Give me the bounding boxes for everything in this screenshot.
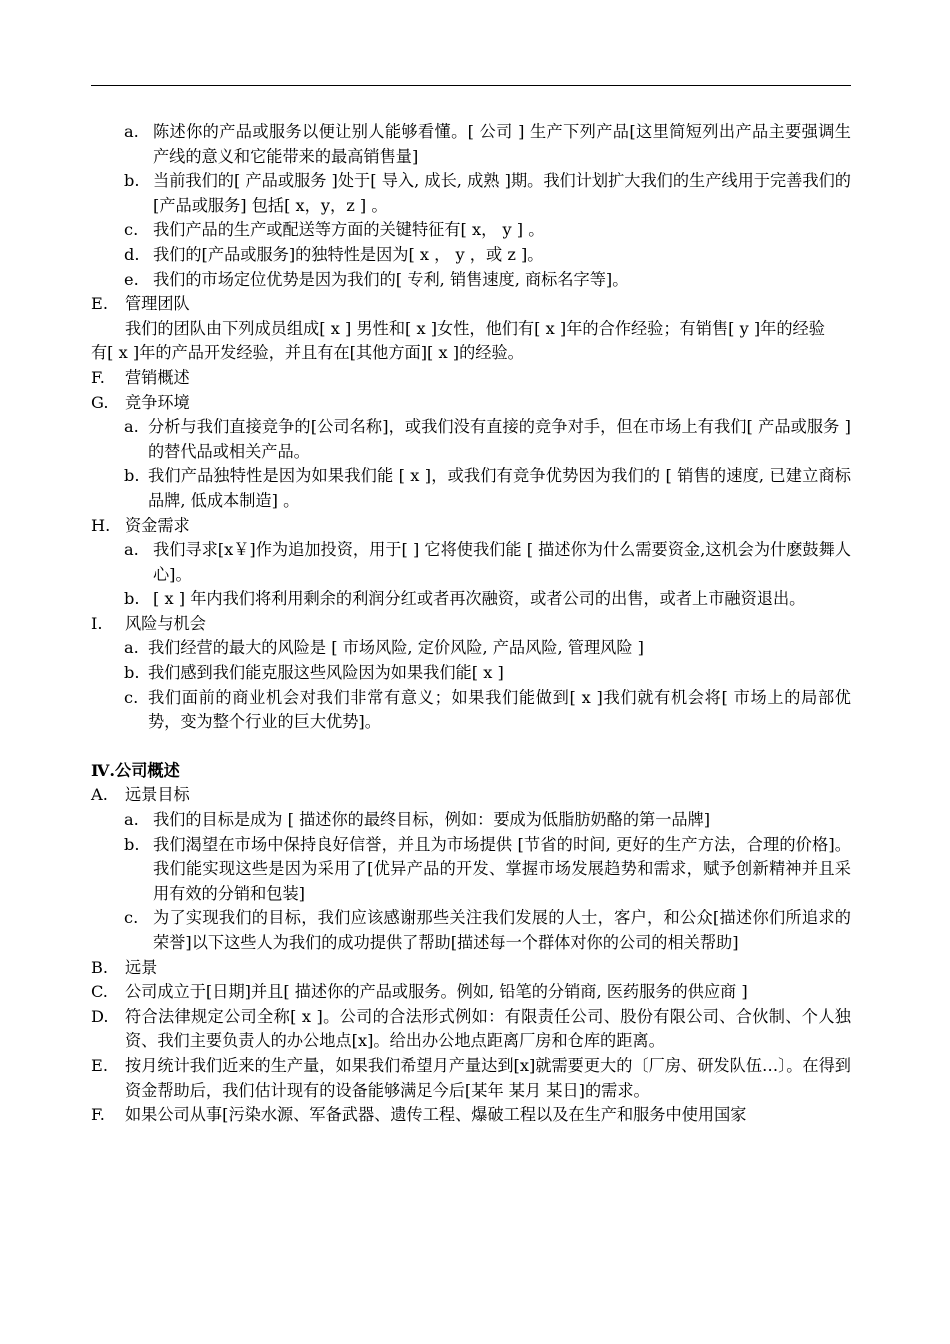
header-rule xyxy=(91,85,851,86)
list-item: c. 我们产品的生产或配送等方面的关键特征有[ x， y ] 。 xyxy=(124,220,545,240)
section-title: Ⅳ.公司概述 xyxy=(91,760,180,780)
paragraph: 我们的团队由下列成员组成[ x ] 男性和[ x ]女性，他们有[ x ]年的合作经验；有销售[ y ]年的经验 xyxy=(125,318,825,338)
heading-management-team: E. 管理团队 xyxy=(91,294,190,314)
heading-risks: I. 风险与机会 xyxy=(91,613,206,633)
list-item: a. 分析与我们直接竞争的[公司名称]，或我们没有直接的竞争对手，但在市场上有我们[ 产品或服务 ]的替代品或相关产品。 xyxy=(124,417,851,461)
list-item: c. 我们面前的商业机会对我们非常有意义；如果我们能做到[ x ]我们就有机会将[ 市场上的局部优势，变为整个行业的巨大优势]。 xyxy=(124,687,851,732)
heading-competition: G. 竞争环境 xyxy=(91,392,190,412)
paragraph: 有[ x ]年的产品开发经验，并且有在[其他方面][ x ]的经验。 xyxy=(91,343,524,363)
heading-marketing: F. 营销概述 xyxy=(91,367,190,387)
list-item: b. 当前我们的[ 产品或服务 ]处于[ 导入, 成长, 成熟 ]期。我们计划扩大我们的生产线用于完善我们的[产品或服务] 包括[ x，y，z ] 。 xyxy=(124,171,851,215)
document-body xyxy=(91,120,851,1128)
list-item: E. 按月统计我们近来的生产量，如果我们希望月产量达到[x]就需要更大的〔厂房、研发队伍…〕。在得到资金帮助后，我们估计现有的设备能够满足今后[某年 某月 某日]的需求。 xyxy=(91,1055,851,1100)
list-item: b. [ x ] 年内我们将利用剩余的利润分红或者再次融资，或者公司的出售，或者上市融资退出。 xyxy=(124,589,806,609)
list-item: C. 公司成立于[日期]并且[ 描述你的产品或服务。例如, 铅笔的分销商, 医药服务的供应商 ] xyxy=(91,982,748,1002)
heading-vision-goals: A. 远景目标 xyxy=(91,785,190,805)
list-item: D. 符合法律规定公司全称[ x ]。公司的合法形式例如：有限责任公司、股份有限公司、合伙制、个人独资、我们主要负责人的办公地点[x]。给出办公地点距离厂房和仓库的距离。 xyxy=(91,1006,851,1051)
list-item: a. 我们的目标是成为 [ 描述你的最终目标，例如：要成为低脂肪奶酪的第一品牌] xyxy=(124,810,711,830)
list-item: d. 我们的[产品或服务]的独特性是因为[ x ， y ，或 z ]。 xyxy=(124,244,544,264)
list-item: b. 我们产品独特性是因为如果我们能 [ x ]，或我们有竞争优势因为我们的 [ 销售的速度, 已建立商标品牌, 低成本制造] 。 xyxy=(124,466,851,510)
list-item: c. 为了实现我们的目标，我们应该感谢那些关注我们发展的人士，客户，和公众[描述你们所追求的荣誉]以下这些人为我们的成功提供了帮助[描述每一个群体对你的公司的相关帮助] xyxy=(124,908,851,952)
list-item: a. 我们经营的最大的风险是 [ 市场风险, 定价风险, 产品风险, 管理风险 ] xyxy=(124,638,645,658)
list-item: a. 我们寻求[x￥]作为追加投资，用于[ ] 它将使我们能 [ 描述你为什么需要资金,这机会为什麽鼓舞人心]。 xyxy=(124,540,851,584)
list-item: e. 我们的市场定位优势是因为我们的[ 专利, 销售速度, 商标名字等]。 xyxy=(124,269,629,289)
list-item: b. 我们渴望在市场中保持良好信誉，并且为市场提供 [节省的时间, 更好的生产方法，合理的价格]。我们能实现这些是因为采用了[优异产品的开发、掌握市场发展趋势和需求，赋予创新精神并且采用有效的分销和包装] xyxy=(124,834,851,903)
list-item: F. 如果公司从事[污染水源、军备武器、遗传工程、爆破工程以及在生产和服务中使用国家 xyxy=(91,1105,747,1125)
list-item: a. 陈述你的产品或服务以便让别人能够看懂。[ 公司 ] 生产下列产品[这里简短列出产品主要强调生产线的意义和它能带来的最高销售量] xyxy=(124,122,851,166)
list-item: b. 我们感到我们能克服这些风险因为如果我们能[ x ] xyxy=(124,663,504,683)
heading-funding: H. 资金需求 xyxy=(91,515,190,535)
heading-vision: B. 远景 xyxy=(91,957,158,977)
